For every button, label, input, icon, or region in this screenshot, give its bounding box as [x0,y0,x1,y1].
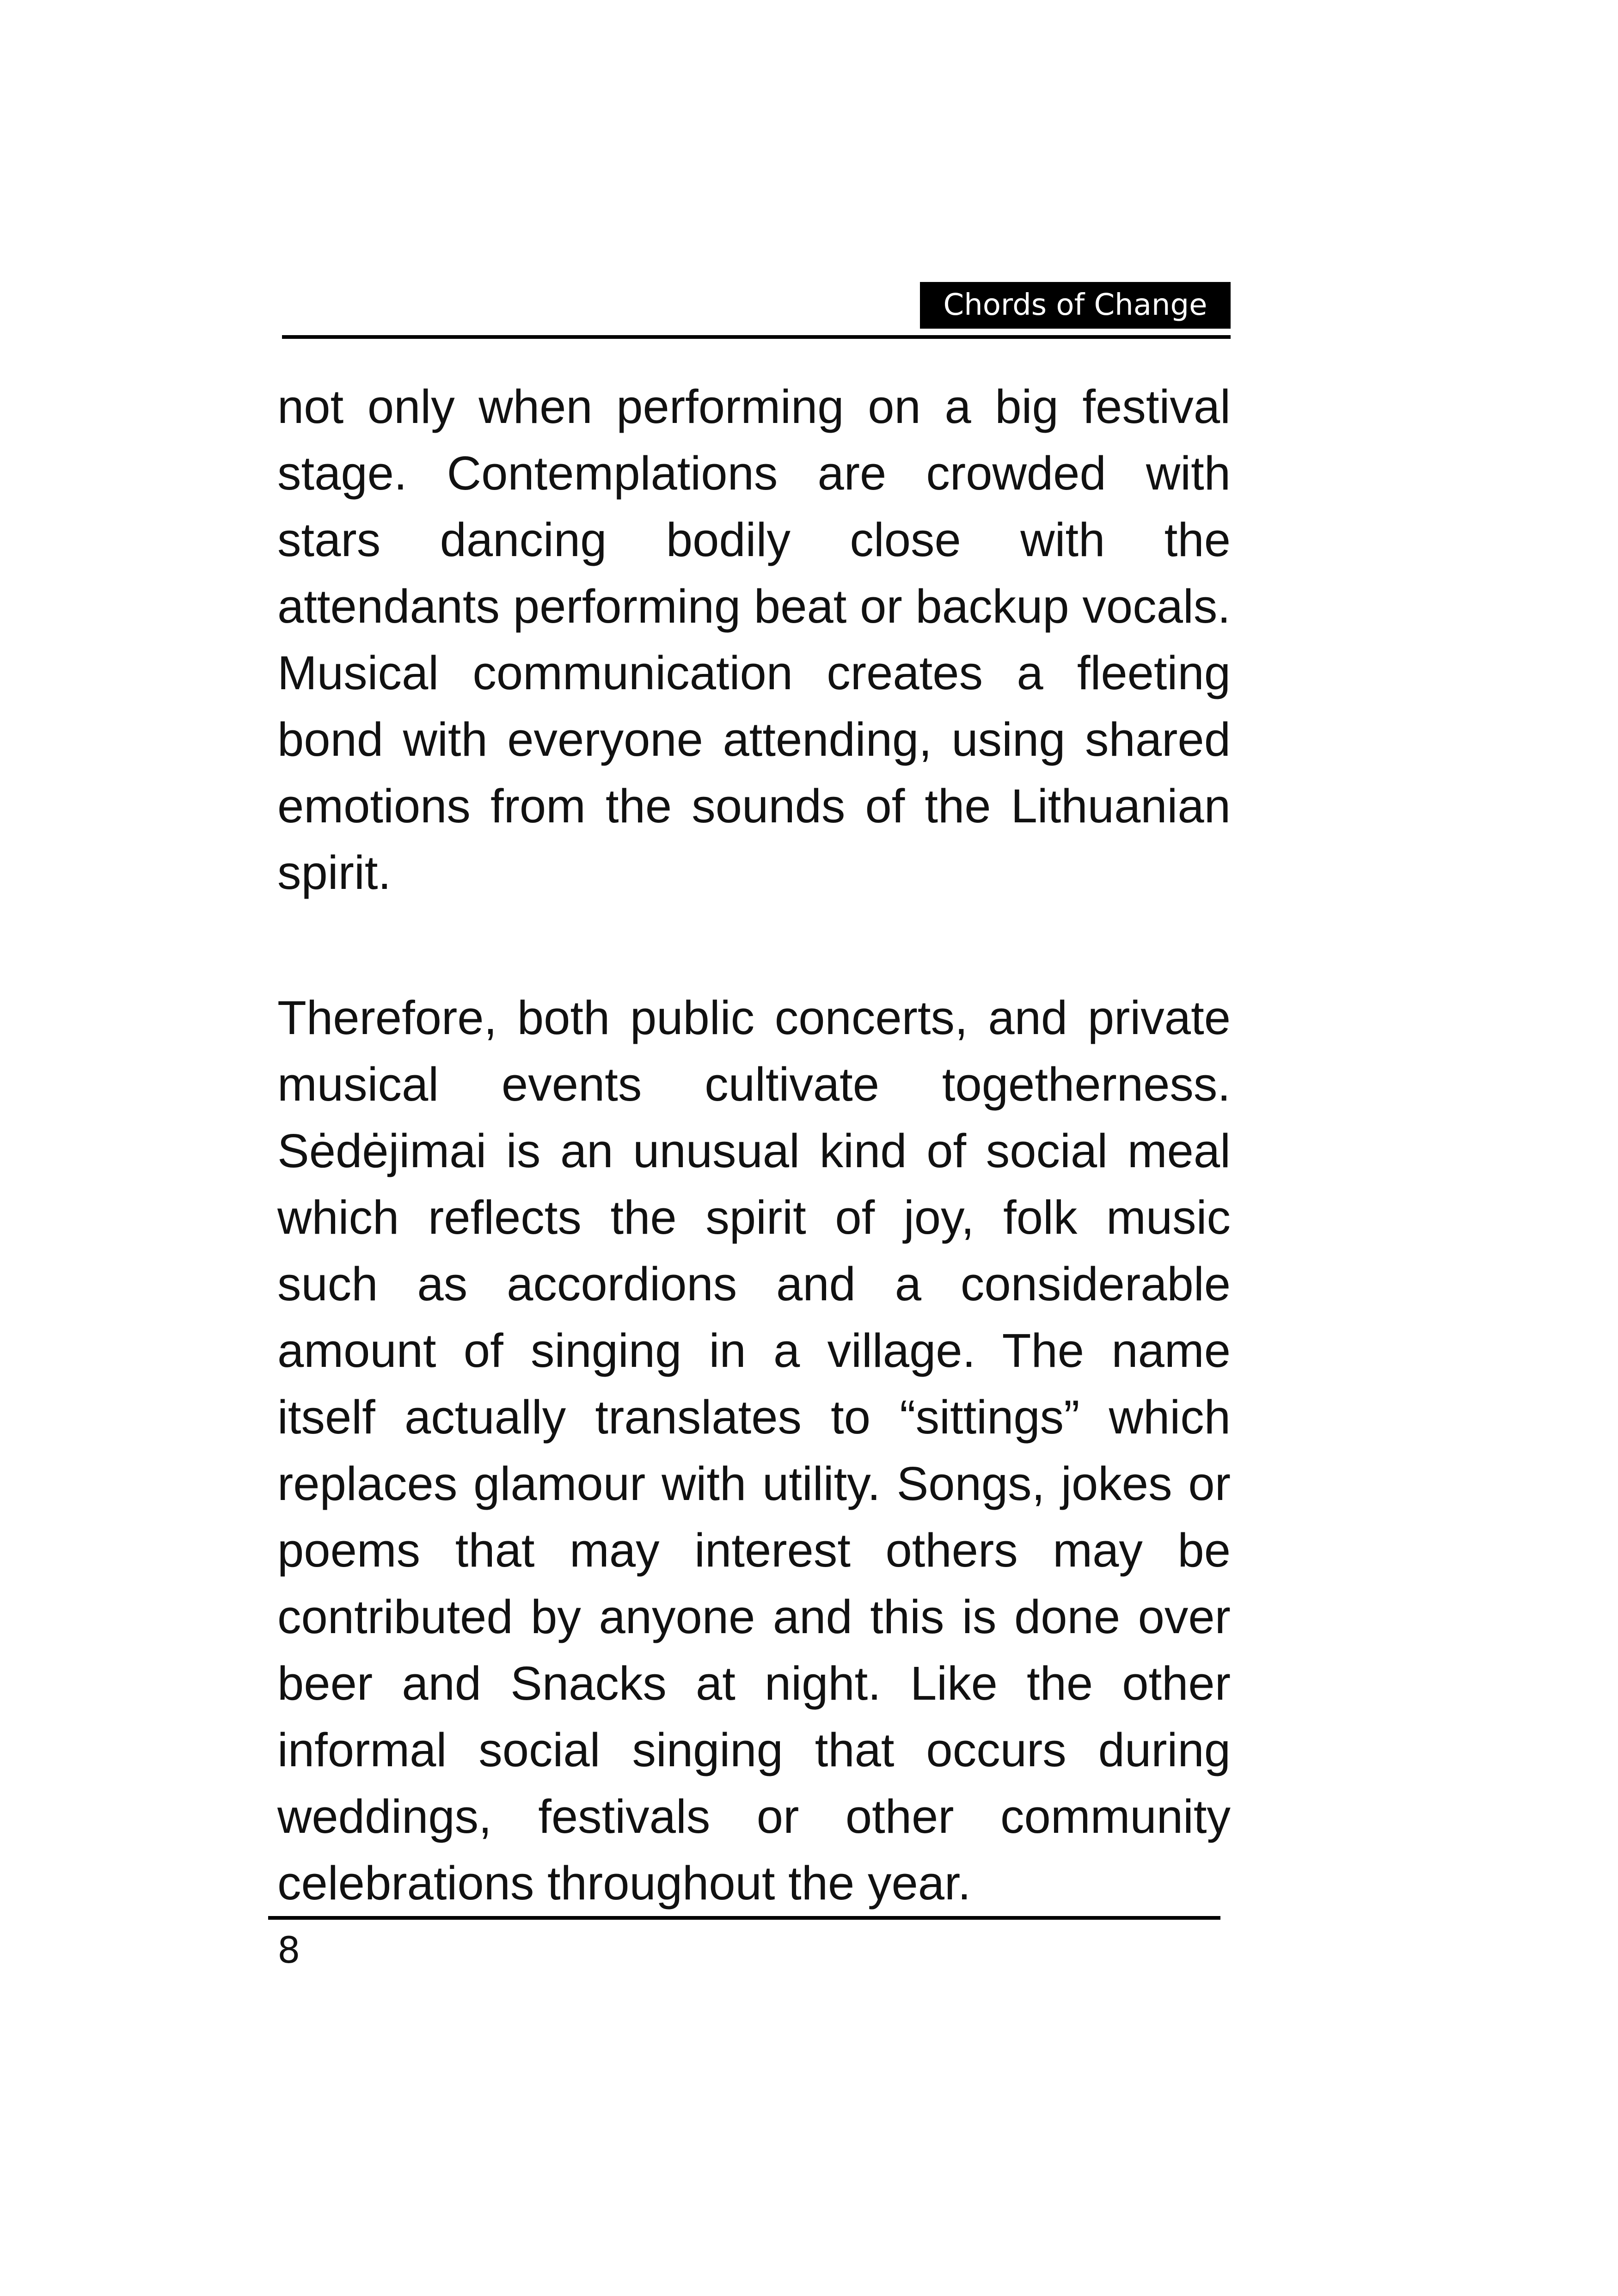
page-number: 8 [277,1930,300,1971]
body-paragraph-2: Therefore, both public concerts, and private musical events cultivate togetherness. Sėdėjimai is an unusual kind of social meal which reflects the spirit of joy, folk music such as accordions and a considerable amount of singing in a village. The name itself actually translates to “sittings” which replaces glamour with utility. Songs, jokes or poems that may interest others may be contributed by anyone and this is done over beer and Snacks at night. Like the other informal social singing that occurs during weddings, festivals or other community celebrations throughout the year. [277,991,1231,1910]
footer-divider [268,1916,1220,1920]
header-divider [282,335,1231,339]
body-paragraph-1: not only when performing on a big festival stage. Contemplations are crowded with stars dancing bodily close with the attendants performing beat or backup vocals. Musical communication creates a fleeting bond with everyone attending, using shared emotions from the sounds of the Lithuanian spirit. [277,380,1231,899]
running-header-title: Chords of Change [920,282,1231,329]
